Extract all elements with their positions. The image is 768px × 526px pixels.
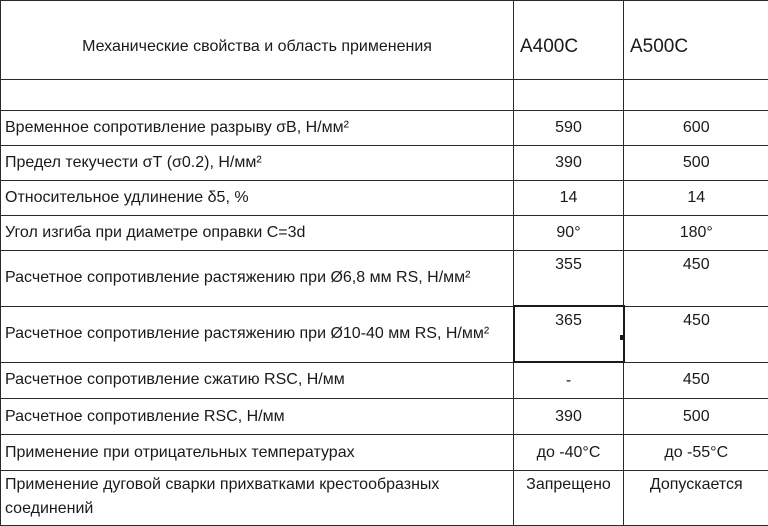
value-cell-a400c[interactable]: 390: [514, 399, 624, 435]
table-row: [1, 146, 768, 181]
header-title-cell[interactable]: Механические свойства и область применения: [1, 1, 514, 80]
table-row: [1, 216, 768, 251]
table-row: [1, 362, 768, 399]
row-label-cell[interactable]: Расчетное сопротивление сжатию RSC, Н/мм: [1, 362, 514, 399]
value-cell-a400c[interactable]: 390: [514, 146, 624, 181]
value-cell-a500c[interactable]: до -55°С: [624, 435, 768, 471]
empty-row: [1, 80, 768, 111]
row-label-cell[interactable]: Расчетное сопротивление RSC, Н/мм: [1, 399, 514, 435]
value-cell-a500c[interactable]: 14: [624, 181, 768, 216]
value-cell-a500c[interactable]: Допускается: [624, 471, 768, 526]
row-label-cell[interactable]: Расчетное сопротивление растяжению при Ø6,8 мм RS, Н/мм²: [1, 251, 514, 307]
value-cell-a500c[interactable]: 450: [624, 306, 768, 362]
table-row: [1, 181, 768, 216]
fill-handle[interactable]: [620, 335, 625, 340]
row-label-cell[interactable]: Угол изгиба при диаметре оправки С=3d: [1, 216, 514, 251]
row-label-cell[interactable]: Расчетное сопротивление растяжению при Ø10-40 мм RS, Н/мм²: [1, 306, 514, 362]
value-cell-a500c[interactable]: 180°: [624, 216, 768, 251]
table-row: [1, 435, 768, 471]
empty-cell[interactable]: [1, 80, 514, 111]
row-label-cell[interactable]: Относительное удлинение δ5, %: [1, 181, 514, 216]
value-cell-a400c[interactable]: 14: [514, 181, 624, 216]
table-row: [1, 251, 768, 307]
header-col-a400c[interactable]: А400С: [514, 1, 624, 80]
value-cell-a400c[interactable]: до -40°С: [514, 435, 624, 471]
table-row: [1, 471, 768, 526]
header-col-a500c[interactable]: А500С: [624, 1, 768, 80]
empty-cell[interactable]: [514, 80, 624, 111]
value-cell-a400c[interactable]: Запрещено: [514, 471, 624, 526]
value-cell-a500c[interactable]: 500: [624, 399, 768, 435]
table-header-row: [1, 1, 768, 80]
value-cell-a500c[interactable]: 500: [624, 146, 768, 181]
value-cell-a400c[interactable]: 90°: [514, 216, 624, 251]
value-cell-a500c[interactable]: 600: [624, 111, 768, 146]
empty-cell[interactable]: [624, 80, 768, 111]
value-cell-a400c[interactable]: 355: [514, 251, 624, 307]
table-row: [1, 111, 768, 146]
value-cell-a500c[interactable]: 450: [624, 251, 768, 307]
row-label-cell[interactable]: Предел текучести σТ (σ0.2), Н/мм²: [1, 146, 514, 181]
value-cell-a400c[interactable]: -: [514, 362, 624, 399]
table-row: [1, 399, 768, 435]
row-label-cell[interactable]: Применение при отрицательных температурах: [1, 435, 514, 471]
value-cell-a400c[interactable]: 590: [514, 111, 624, 146]
row-label-cell[interactable]: Применение дуговой сварки прихватками крестообразных соединений: [1, 471, 514, 526]
table-row: [1, 306, 768, 362]
row-label-cell[interactable]: Временное сопротивление разрыву σВ, Н/мм²: [1, 111, 514, 146]
value-cell-a500c[interactable]: 450: [624, 362, 768, 399]
selected-value-cell-a400c[interactable]: 365: [514, 306, 624, 362]
